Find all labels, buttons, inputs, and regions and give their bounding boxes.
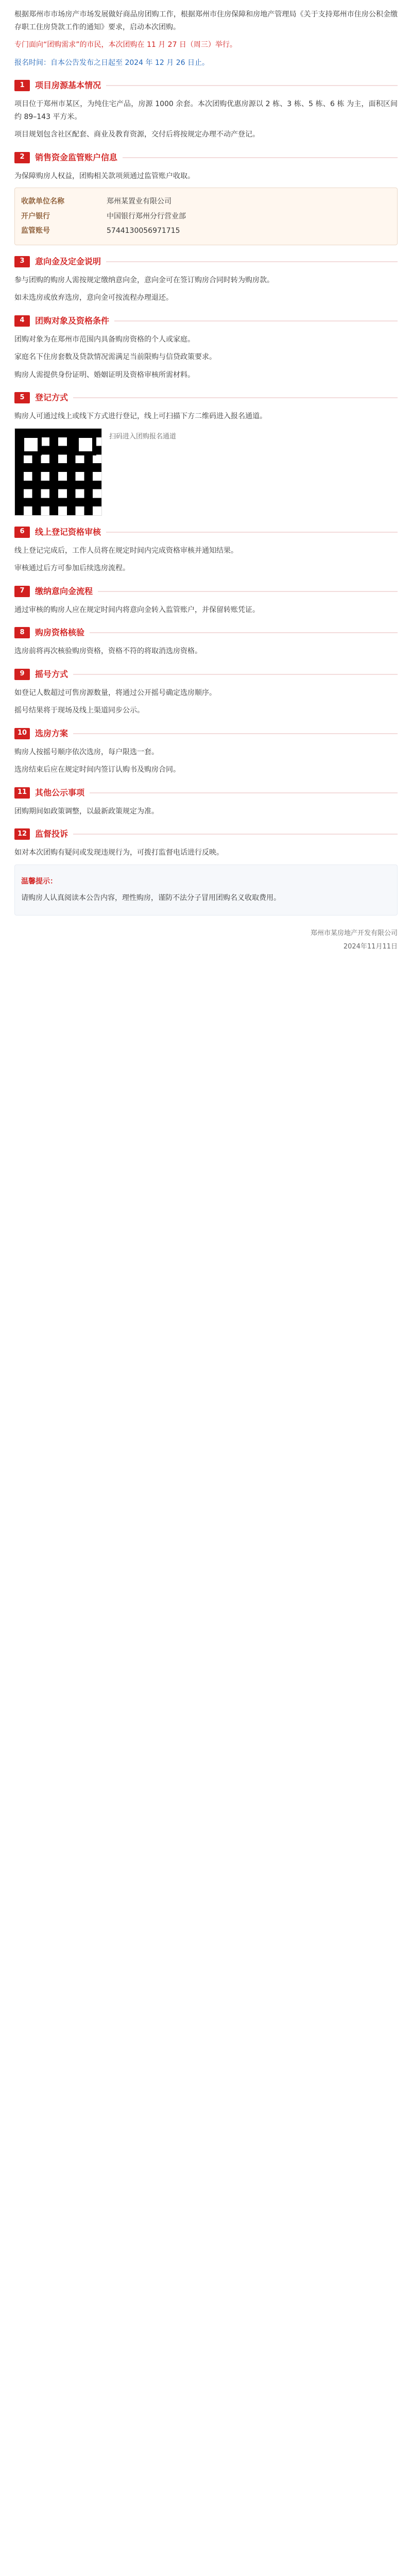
section-5-number-badge: 5 bbox=[14, 392, 30, 403]
section-8-para-1: 选房前将再次核验购房资格，资格不符的将取消选房资格。 bbox=[14, 647, 202, 655]
section-6-para-2: 审核通过后方可参加后续选房流程。 bbox=[14, 564, 130, 572]
section-8-rule bbox=[90, 632, 398, 633]
section-4-header bbox=[14, 314, 398, 328]
section-9-para-2: 摇号结果将于现场及线上渠道同步公示。 bbox=[14, 706, 144, 715]
intro-lead: 根据郑州市市场房产市场发展做好商品房团购工作，根据郑州市住房保障和房地产管理局《关于支持郑州市住房公积金缴存职工住房贷款工作的通知》要求，启动本次团购。 bbox=[14, 10, 398, 31]
qr-caption-wrap bbox=[109, 428, 176, 443]
section-1-number-badge: 1 bbox=[14, 80, 30, 91]
section-3-rule bbox=[106, 261, 398, 262]
intro bbox=[14, 8, 398, 69]
bank-value-name: 郑州某置业有限公司 bbox=[107, 197, 171, 206]
section-3-para-2: 如未选房或放弃选房，意向金可按流程办理退还。 bbox=[14, 294, 173, 302]
section-2-header bbox=[14, 150, 398, 165]
section-4-number-badge: 4 bbox=[14, 315, 30, 327]
section-12-rule bbox=[73, 834, 398, 835]
intro-key-blue: 报名时间：自本公告发布之日起至 2024 年 12 月 26 日止。 bbox=[14, 58, 209, 67]
section-7-title: 缴纳意向金流程 bbox=[35, 586, 93, 596]
section-8-title: 购房资格核验 bbox=[35, 628, 85, 637]
section-12-title: 监督投诉 bbox=[35, 829, 68, 839]
section-2 bbox=[14, 150, 398, 245]
section-2-para-1: 为保障购房人权益，团购相关款项须通过监管账户收取。 bbox=[14, 172, 195, 180]
section-10-title: 选房方案 bbox=[35, 728, 68, 738]
section-4-para-1: 团购对象为在郑州市范围内具备购房资格的个人或家庭。 bbox=[14, 335, 195, 344]
section-2-title: 销售资金监管账户信息 bbox=[35, 152, 118, 162]
section-7 bbox=[14, 584, 398, 617]
notice-text: 请购房人认真阅读本公告内容，理性购房，谨防不法分子冒用团购名义收取费用。 bbox=[21, 894, 281, 902]
section-1-header bbox=[14, 78, 398, 93]
bank-key-name: 收款单位名称 bbox=[21, 197, 64, 206]
section-3-header bbox=[14, 255, 398, 269]
section-4-title: 团购对象及资格条件 bbox=[35, 315, 110, 326]
section-5-title: 登记方式 bbox=[35, 393, 68, 402]
bank-row-account bbox=[21, 225, 391, 238]
section-7-rule bbox=[98, 591, 398, 592]
section-11-number-badge: 11 bbox=[14, 787, 30, 799]
section-7-number-badge: 7 bbox=[14, 586, 30, 597]
section-12-para-1: 如对本次团购有疑问或发现违规行为，可拨打监督电话进行反映。 bbox=[14, 849, 224, 857]
section-4-para-3: 购房人需提供身份证明、婚姻证明及资格审核所需材料。 bbox=[14, 370, 195, 379]
section-10-header bbox=[14, 726, 398, 741]
section-9-header bbox=[14, 667, 398, 682]
bank-key-account: 监管账号 bbox=[21, 227, 50, 235]
section-12 bbox=[14, 827, 398, 859]
section-10-para-2: 选房结束后应在规定时间内签订认购书及购房合同。 bbox=[14, 766, 180, 774]
section-11-para-1: 团购期间如政策调整，以最新政策规定为准。 bbox=[14, 807, 159, 816]
notice-title: 温馨提示： bbox=[21, 877, 57, 886]
section-6-para-1: 线上登记完成后，工作人员将在规定时间内完成资格审核并通知结果。 bbox=[14, 546, 238, 555]
section-11-rule bbox=[90, 792, 398, 793]
section-6-number-badge: 6 bbox=[14, 527, 30, 538]
section-1-title: 项目房源基本情况 bbox=[35, 80, 101, 90]
section-6-rule bbox=[106, 532, 398, 533]
section-8-header bbox=[14, 625, 398, 640]
qr-caption: 扫码进入团购报名通道 bbox=[109, 432, 177, 440]
footer bbox=[14, 928, 398, 954]
bank-value-account: 5744130056971715 bbox=[107, 227, 180, 235]
section-3-number-badge: 3 bbox=[14, 256, 30, 267]
section-2-rule bbox=[123, 157, 398, 158]
section-3 bbox=[14, 255, 398, 304]
section-7-header bbox=[14, 584, 398, 599]
intro-key-red: 专门面向“团购需求”的市民，本次团购在 11 月 27 日（周三）举行。 bbox=[14, 41, 237, 49]
section-9-rule bbox=[73, 674, 398, 675]
section-12-number-badge: 12 bbox=[14, 828, 30, 840]
section-8 bbox=[14, 625, 398, 658]
section-10-rule bbox=[73, 733, 398, 734]
section-2-number-badge: 2 bbox=[14, 152, 30, 163]
section-9-title: 摇号方式 bbox=[35, 669, 68, 679]
section-7-para-1: 通过审核的购房人应在规定时间内将意向金转入监管账户，并保留转账凭证。 bbox=[14, 605, 260, 614]
bank-value-bank: 中国银行郑州分行营业部 bbox=[107, 212, 186, 221]
section-9-number-badge: 9 bbox=[14, 669, 30, 680]
section-4-rule bbox=[114, 320, 398, 321]
section-11-title: 其他公示事项 bbox=[35, 787, 85, 798]
section-6-header bbox=[14, 525, 398, 539]
section-1-para-1: 项目位于郑州市某区，为纯住宅产品，房源 1000 余套。本次团购优惠房源以 2 栋、3 栋、5 栋、6 栋 为主，面积区间约 89–143 平方米。 bbox=[14, 100, 398, 121]
section-5-para-1: 购房人可通过线上或线下方式进行登记，线上可扫描下方二维码进入报名通道。 bbox=[14, 412, 267, 420]
qr-block bbox=[14, 428, 398, 516]
section-3-para-1: 参与团购的购房人需按规定缴纳意向金，意向金可在签订购房合同时转为购房款。 bbox=[14, 276, 274, 284]
section-5-rule bbox=[73, 397, 398, 398]
section-5-header bbox=[14, 391, 398, 405]
section-11 bbox=[14, 786, 398, 818]
section-5 bbox=[14, 391, 398, 516]
qr-code[interactable] bbox=[14, 428, 102, 516]
section-9 bbox=[14, 667, 398, 717]
section-4 bbox=[14, 314, 398, 382]
section-1-para-2: 项目规划包含社区配套、商业及教育资源，交付后将按规定办理不动产登记。 bbox=[14, 130, 260, 139]
bank-row-bank bbox=[21, 210, 391, 223]
page bbox=[0, 0, 412, 980]
footer-org: 郑州市某房地产开发有限公司 bbox=[310, 929, 398, 937]
footer-date: 2024年11月11日 bbox=[343, 943, 398, 951]
section-8-number-badge: 8 bbox=[14, 627, 30, 638]
content-wrap bbox=[0, 0, 412, 980]
section-1 bbox=[14, 78, 398, 141]
bank-account-card bbox=[14, 188, 398, 245]
section-4-para-2: 家庭名下住房套数及贷款情况需满足当前限购与信贷政策要求。 bbox=[14, 353, 216, 361]
section-6-title: 线上登记资格审核 bbox=[35, 527, 101, 537]
section-10 bbox=[14, 726, 398, 776]
section-1-rule bbox=[106, 85, 398, 86]
section-10-number-badge: 10 bbox=[14, 728, 30, 739]
section-10-para-1: 购房人按摇号顺序依次选房，每户限选一套。 bbox=[14, 748, 159, 756]
section-12-header bbox=[14, 827, 398, 841]
section-3-title: 意向金及定金说明 bbox=[35, 256, 101, 266]
section-9-para-1: 如登记人数超过可售房源数量，将通过公开摇号确定选房顺序。 bbox=[14, 688, 216, 697]
section-11-header bbox=[14, 786, 398, 800]
bank-key-bank: 开户银行 bbox=[21, 212, 50, 221]
bank-row-name bbox=[21, 195, 391, 208]
section-6 bbox=[14, 525, 398, 575]
notice-box bbox=[14, 865, 398, 916]
